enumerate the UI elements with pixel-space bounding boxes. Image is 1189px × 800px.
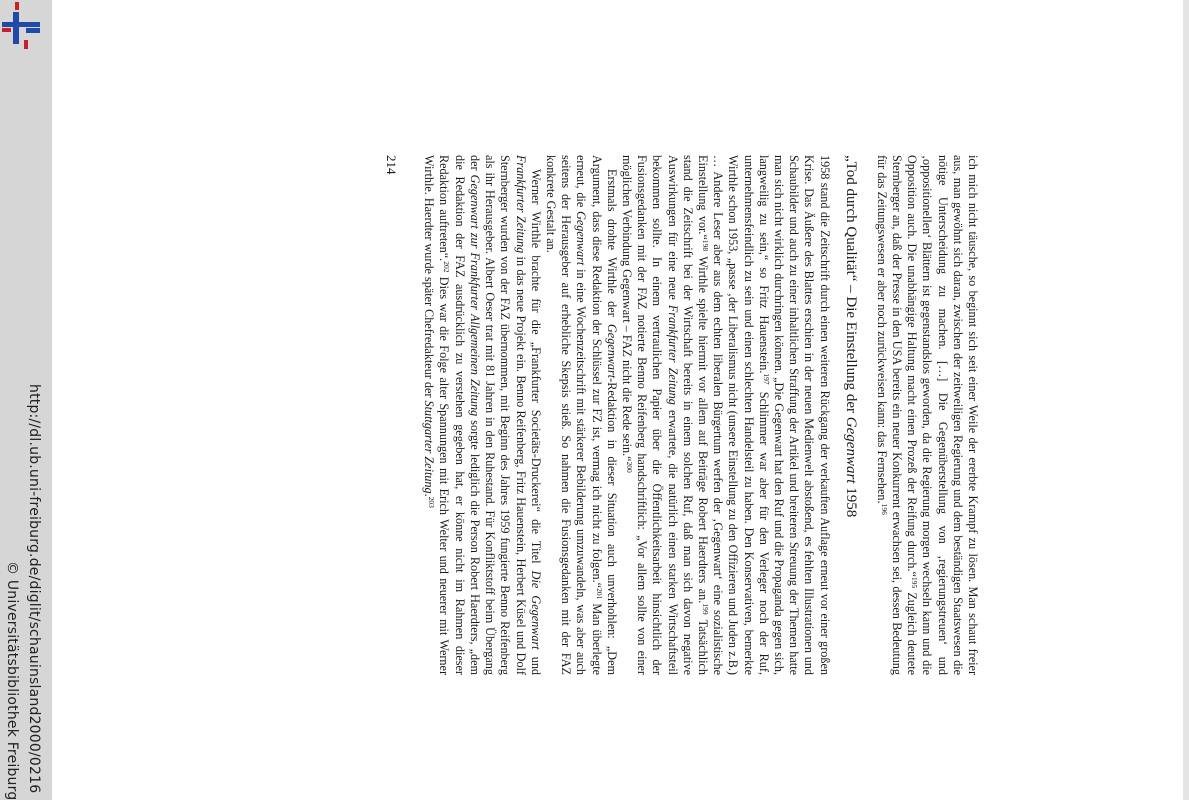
scrollbar-track[interactable] [1183, 0, 1189, 800]
document-page [240, 155, 980, 675]
footnote-ref: 200 [624, 461, 634, 473]
footnote-ref: 202 [442, 261, 452, 273]
footnote-ref: 199 [700, 603, 710, 615]
paragraph-3: Erstmals drohte Wirthle der Gegenwart-Redaktion in dieser Situation auch unverhohlen: „Dem Argument, dass diese Redaktion der Schlüssel zur FZ ist, vermag ich nicht zu folgen.“$^{201}$ Man überlegte erneut, die Gegenwart in eine Wochenzeitschrift mit stärkerer Bebilderung umzuwandeln, was aber auch seitens der Herausgeber auf erhebliche Skepsis stieß. So nahmen die Fusionsgedanken mit der FAZ konkrete Gestalt an. [543, 155, 619, 676]
paragraph-1: ich mich nicht täusche, so beginnt sich seit einer Weile der ererbte Krampf zu lösen. Man schaut freier aus, man gewöhnt sich daran, zwischen der zeitweiligen Regierung und dem beständigen Staatswesen die nötige Unterscheidung zu machen. […] Die Gegenüberstellung von ‚regierungstreuen‘ und ‚oppositionellen‘ Blättern ist gegenstandslos geworden, da die Regierung morgen wechseln kann und die Opposition auch. Die unabhängige Haltung macht einen Prozeß der Reifung durch.“$^{195}$ Zugleich deutete Sternberger an, daß der Presse in den USA bereits ein neuer Konkurrent erwachsen sei, dessen Bedeutung für das Zeitungswesen er aber noch zurückweisen kann: das Fernsehen.$^{196}$ [874, 155, 980, 675]
paragraph-4: Werner Wirthle brachte für die „Frankfurter Societäts-Druckerei“ die Titel Die Gegenwart und Frankfurter Zeitung in das neue Projekt ein. Benno Reifenberg, Fritz Hauenstein, Herbert Küsel und Dolf Sternberger wurden von der FAZ übernommen, mit Beginn des Jahres 1959 fungierte Benno Reifenberg als ihr Herausgeber. Albert Oeser trat mit 81 Jahren in den Ruhestand. Für Konfliktstoff beim Übergang der Gegenwart zur Frankfurter Allgemeinen Zeitung sorgte lediglich die Person Robert Haerdters, „dem die Redaktion der FAZ ausdrücklich zu verstehen gegeben hat, er könne nicht im Rahmen dieser Redaktion auftreten“.$^{202}$ Dies war die Folge alter Spannungen mit Erich Welter und neuerer mit Werner Wirthle. Haerdter wurde später Chefredakteur der Stuttgarter Zeitung.$^{203}$ [422, 155, 543, 676]
footnote-ref: 196 [879, 503, 889, 515]
footnote-ref: 195 [910, 576, 920, 589]
section-heading: „Tod durch Qualität“ – Die Einstellung der Gegenwart 1958 [842, 155, 859, 518]
university-logo-icon [0, 0, 52, 52]
copyright-notice: © Universitätsbibliothek Freiburg [4, 561, 20, 800]
footnote-ref: 201 [594, 588, 604, 600]
footnote-ref: 203 [427, 496, 437, 508]
page-number: 214 [384, 155, 400, 175]
source-url[interactable]: http://dl.ub.uni-freiburg.de/diglit/schauinsland2000/0216 [26, 384, 42, 794]
sidebar [0, 0, 52, 800]
paragraph-2: 1958 stand die Zeitschrift durch einen weiteren Rückgang der verkauften Auflage erneut vor einer großen Krise. Das Äußere des Blattes erschien in der neuen Medienwelt abstoßend, es fehlten Illustrationen und Schaubilder und auch zu einer inhaltlichen Straffung der Artikel und breiteren Streuung der Themen hatte man sich nicht wirklich durchringen können. „Die Gegenwart hat den Ruf und die Propaganda gegen sich, langweilig zu sein,“ so Fritz Hauenstein.$^{197}$ Schlimmer war aber für den Verleger noch der Ruf, unternehmensfeindlich zu sein und einen schlechten Handelsteil zu haben. Den Konservativen, bemerkte Wirthle schon 1953, „passe ‚der Liberalismus nicht (unsere Einstellung zu den Offizieren und Juden z.B.) … Andere Leser aber aus dem echten liberalen Bürgertum werfen der ‚Gegenwart‘ eine sozialistische Einstellung vor.“$^{198}$ Wirthle spielte hiermit vor allem auf Beiträge Robert Haerdters an.$^{199}$ Tatsächlich stand die Zeitschrift bei der Wirtschaft bereits in einem solchen Ruf, daß man sich davon negative Auswirkungen für eine neue Frankfurter Zeitung erwartete, die natürlich einen starken Wirtschaftsteil bekommen sollte. In einem vertraulichen Papier über die Öffentlichkeitsarbeit hinsichtlich der Fusionsgedanken mit der FAZ notierte Benno Reifenberg handschriftlich: „Vor allem sollte von einer möglichen Verbindung Gegenwart – FAZ nicht die Rede sein.“$^{200}$ [619, 155, 832, 676]
footnote-ref: 198 [700, 239, 710, 252]
footnote-ref: 197 [761, 373, 771, 385]
